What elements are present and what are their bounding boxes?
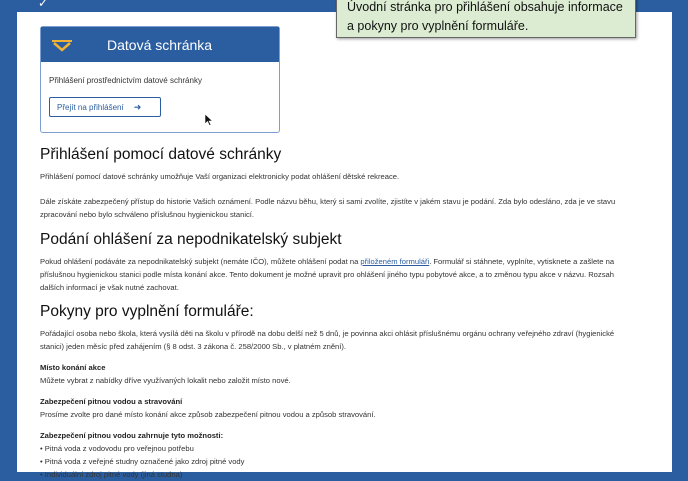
- paragraph-text: Pokud ohlášení podáváte za nepodnikatelský subjekt (nemáte IČO), můžete ohlášení podat na: [40, 257, 361, 266]
- callout-text: Úvodní stránka pro přihlášení obsahuje informace a pokyny pro vyplnění formuláře.: [347, 0, 623, 33]
- section-title-pokyny: Pokyny pro vyplnění formuláře:: [40, 303, 254, 320]
- list-item: • Individuální zdroj pitné vody (jiná studna): [40, 470, 183, 479]
- mouse-cursor-icon: [205, 114, 213, 126]
- paragraph-text: . Formulář si stáhnete, vyplníte, vytisknete a zašlete na příslušnou hygienickou stanici podle místa konání akce. Tento dokument je možné upravit pro ohlášení jiného typu pobytové akce, a to změnou typu akce v názvu. Rozsah dalších informací je však nutné zachovat.: [40, 257, 615, 292]
- section-paragraph: Přihlášení pomocí datové schránky umožňuje Vaší organizaci elektronicky podat ohlášení dětské rekreace.: [40, 172, 400, 181]
- brand-logo-icon: ✓: [38, 0, 49, 10]
- section-paragraph: Dále získáte zabezpečený přístup do historie Vašich oznámení. Podle názvu běhu, který si sami zvolíte, zjistíte v jakém stavu je podání. Zda bylo odesláno, zda je ve stavu zpracování nebo bylo schváleno příslušnou hygienickou stanicí.: [40, 197, 616, 219]
- list-item: • Pitná voda z vodovodu pro veřejnou potřebu: [40, 444, 194, 453]
- login-arrow-icon: ➜: [133, 101, 142, 112]
- section-title-nepodnikatelsky-subjekt: Podání ohlášení za nepodnikatelský subjekt: [40, 231, 342, 248]
- subsection-text: Můžete vybrat z nabídky dříve využívaných lokalit nebo založit místo nové.: [40, 376, 291, 385]
- section-title-datova-schranka: Přihlášení pomocí datové schránky: [40, 146, 282, 163]
- login-card-text: Přihlášení prostřednictvím datové schránky: [49, 76, 202, 85]
- section-paragraph: [40, 255, 640, 294]
- datova-schranka-logo-icon: [51, 38, 73, 52]
- login-card: [40, 26, 280, 133]
- subsection-title: Zabezpečení pitnou vodou a stravování: [40, 397, 183, 406]
- content-area: [40, 146, 640, 481]
- list-item: • Pitná voda z veřejné studny označené jako zdroj pitné vody: [40, 457, 245, 466]
- section-paragraph: Pořádající osoba nebo škola, která vysílá děti na školu v přírodě na dobu delší než 5 dnů, je povinna akci ohlásit příslušnému orgánu ochrany veřejného zdraví (hygienické stanici) jeden měsíc před zahájením (§ 8 odst. 3 zákona č. 258/2000 Sb., v platném znění).: [40, 329, 615, 351]
- login-card-title: Datová schránka: [107, 36, 213, 53]
- login-button-label: Přejít na přihlášení: [57, 102, 124, 112]
- subsection-title: Zabezpečení pitnou vodou zahrnuje tyto možnosti:: [40, 431, 224, 440]
- annotation-callout: [336, 0, 636, 38]
- login-card-header: [41, 27, 279, 62]
- login-button[interactable]: [49, 97, 161, 117]
- form-download-link[interactable]: přiloženém formuláři: [360, 257, 430, 266]
- subsection-text: Prosíme zvolte pro dané místo konání akce způsob zabezpečení pitnou vodou a způsob stravování.: [40, 410, 376, 419]
- water-options-list: [40, 442, 640, 481]
- subsection-title: Místo konání akce: [40, 363, 106, 372]
